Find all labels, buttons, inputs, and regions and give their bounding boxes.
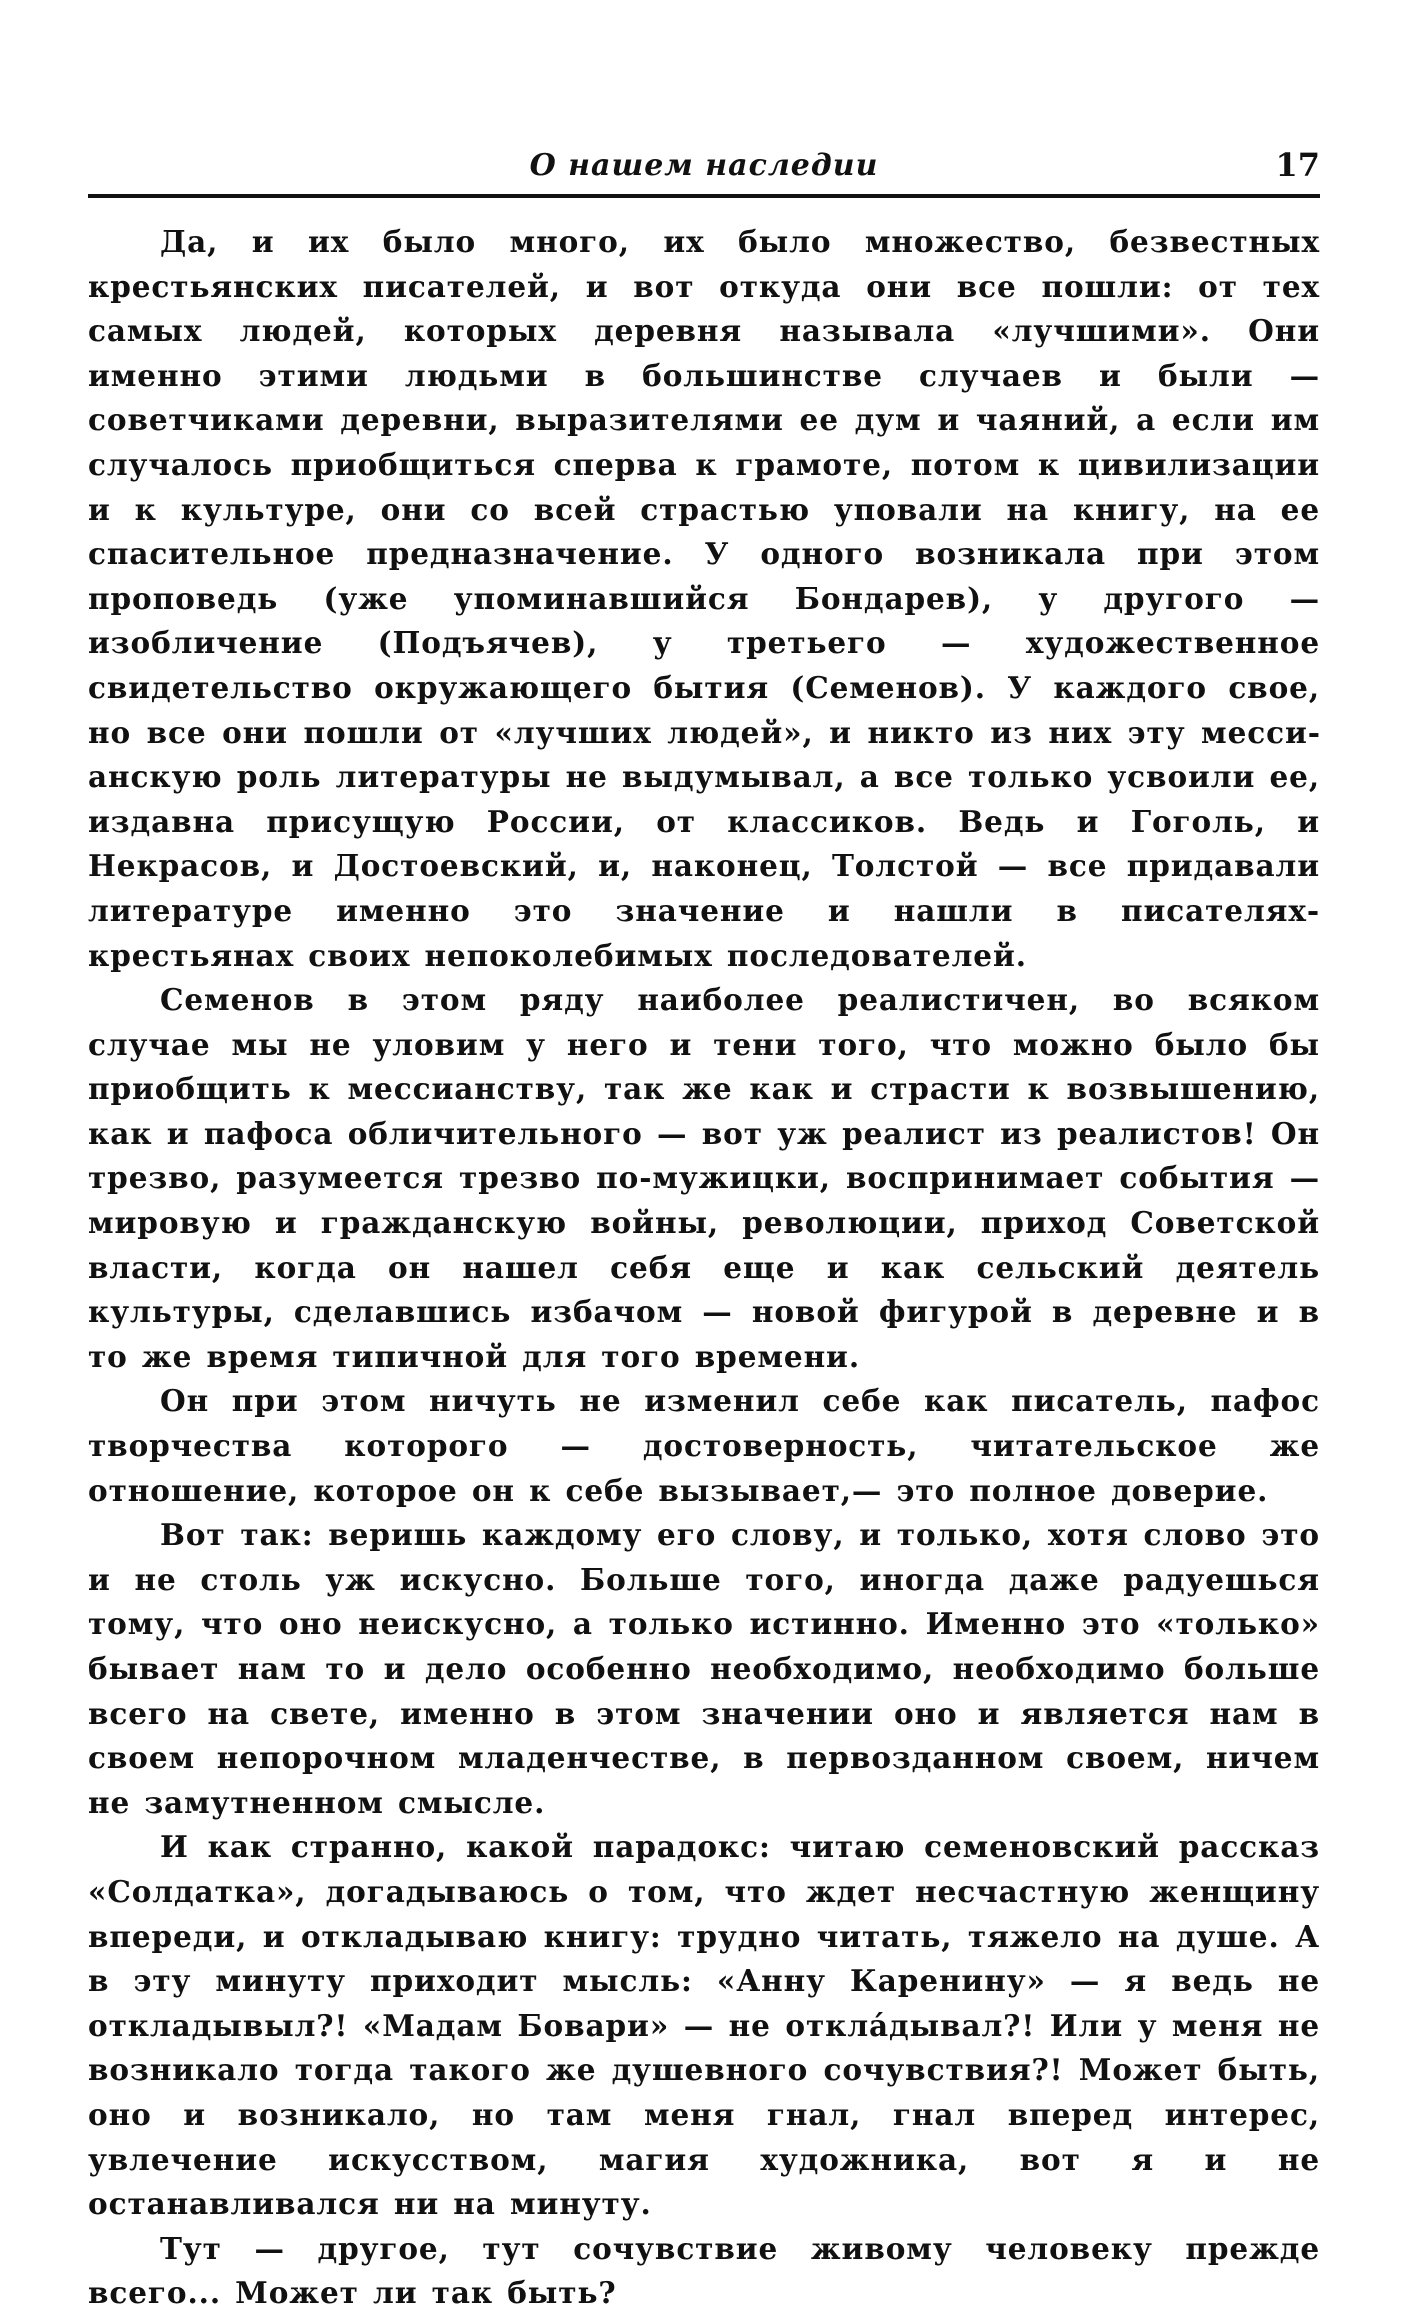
text-body	[88, 220, 1320, 2316]
book-page	[88, 140, 1320, 2316]
running-header	[88, 140, 1320, 194]
paragraph-5: И как странно, какой парадокс: читаю семеновский рассказ «Солдатка», догадываюсь о том, что ждет несчастную женщину впереди, и откладываю книгу: трудно читать, тяжело на душе. А в эту минуту приходит мысль: «Анну Каренину» — я ведь не откладывыл?! «Мадам Бовари» — не откла́дывал?! Или у меня не возникало тогда такого же душевного сочувствия?! Может быть, оно и возникало, но там меня гнал, гнал вперед интерес, увлечение искусством, магия художника, вот я и не останавливался ни на минуту.	[88, 1829, 1320, 2222]
paragraph-2: Семенов в этом ряду наиболее реалистичен, во всяком случае мы не уловим у него и тени того, что можно было бы приобщить к мессианству, так же как и страсти к возвышению, как и пафоса обличительного — вот уж реалист из реалистов! Он трезво, разумеется трезво по-мужицки, воспринимает события — мировую и гражданскую войны, революции, приход Советской власти, когда он нашел себя еще и как сельский деятель культуры, сделавшись избачом — новой фигурой в деревне и в то же время типичной для того времени.	[88, 982, 1320, 1374]
page-number: 17	[1275, 146, 1320, 184]
paragraph-1: Да, и их было много, их было множество, безвестных крестьянских писателей, и вот откуда они все пошли: от тех самых людей, которых деревня называла «лучшими». Они именно этими людьми в большинстве случаев и были — советчиками деревни, выразителями ее дум и чаяний, а если им случалось приобщиться сперва к грамоте, потом к цивилизации и к культуре, они со всей страстью уповали на книгу, на ее спасительное предназначение. У одного возникала при этом проповедь (уже упоминавшийся Бондарев), у другого — изобличение (Подъячев), у третьего — художественное свидетельство окружающего бытия (Семенов). У каждого свое, но все они пошли от «лучших людей», и никто из них эту мессианскую роль литературы не выдумывал, а все только усвоили ее, издавна присущую России, от классиков. Ведь и Гоголь, и Некрасов, и Достоевский, и, наконец, Толстой — все придавали литературе именно это значение и нашли в писателях-крестьянах своих непоколебимых последователей.	[88, 224, 1320, 973]
running-title: О нашем наследии	[529, 148, 879, 183]
paragraph-4: Вот так: веришь каждому его слову, и только, хотя слово это и не столь уж искусно. Больше того, иногда даже радуешься тому, что оно неискусно, а только истинно. Именно это «только» бывает нам то и дело особенно необходимо, необходимо больше всего на свете, именно в этом значении оно и является нам в своем непорочном младенчестве, в первозданном своем, ничем не замутненном смысле.	[88, 1517, 1320, 1820]
header-rule	[88, 194, 1320, 198]
paragraph-6: Тут — другое, тут сочувствие живому человеку прежде всего... Может ли так быть?	[88, 2230, 1320, 2311]
paragraph-3: Он при этом ничуть не изменил себе как писатель, пафос творчества которого — достоверность, читательское же отношение, которое он к себе вызывает,— это полное доверие.	[88, 1383, 1320, 1508]
